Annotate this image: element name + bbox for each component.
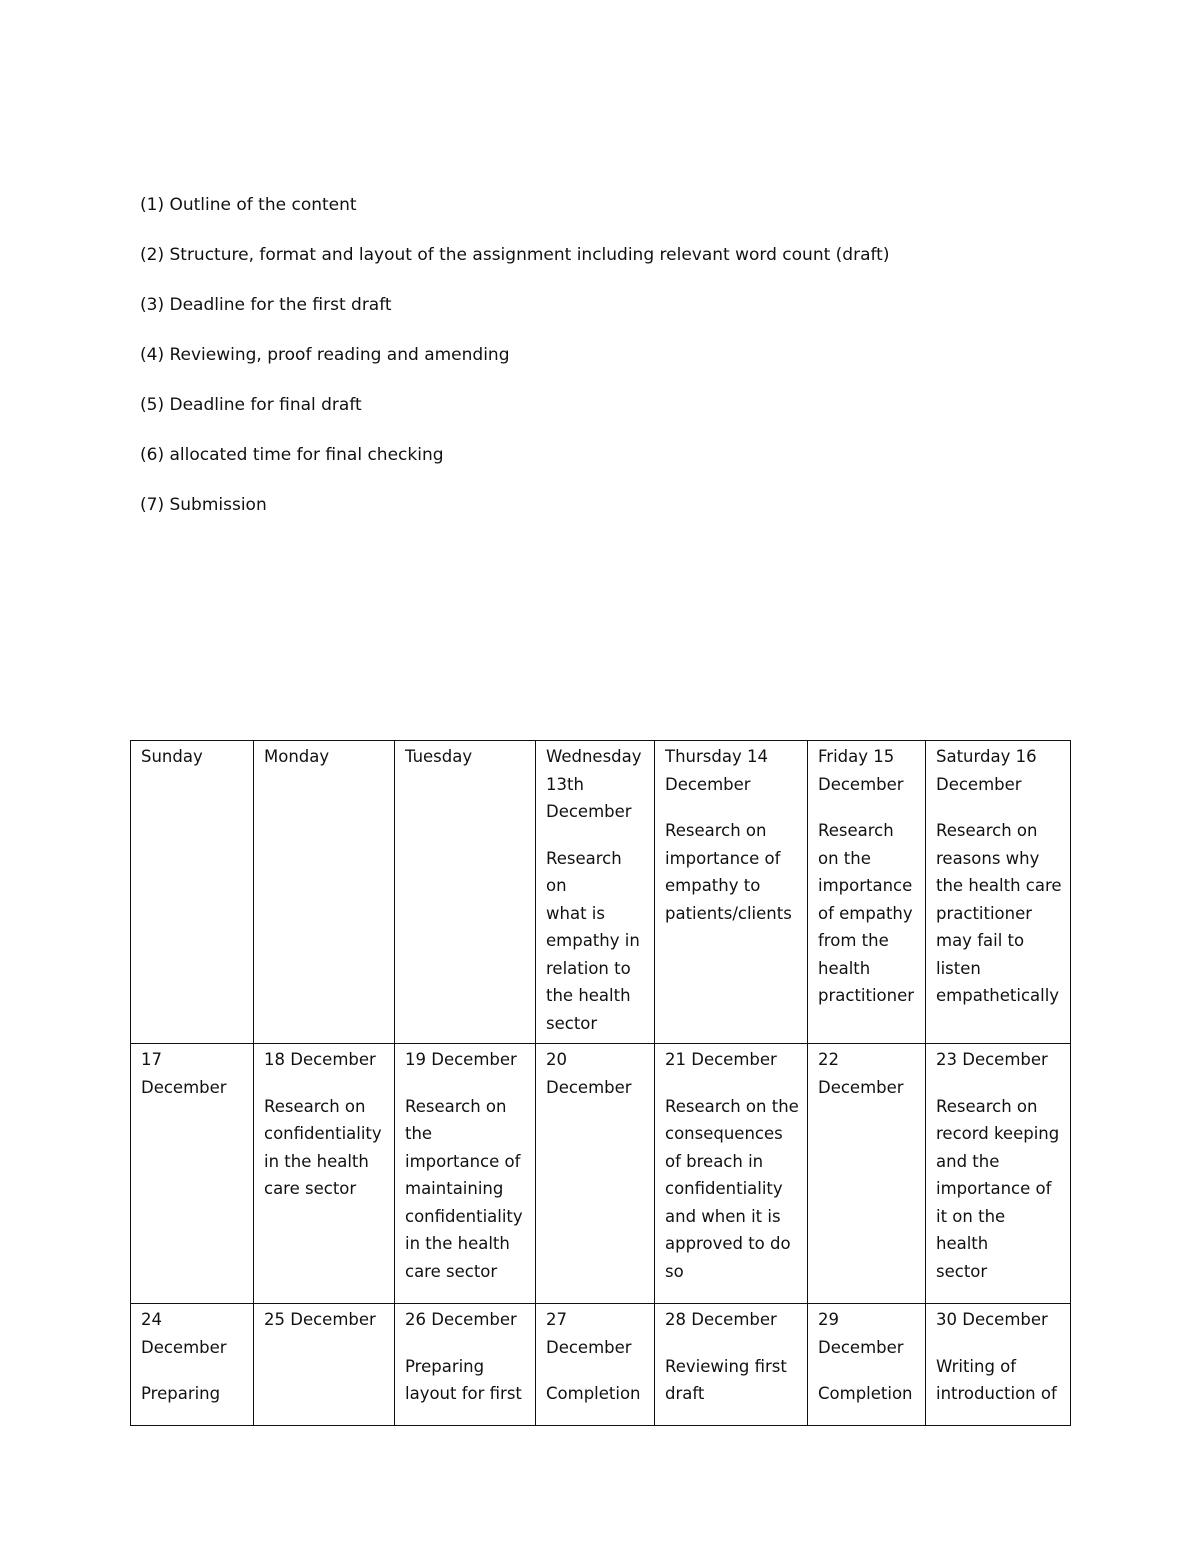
calendar-cell <box>655 1304 808 1426</box>
calendar-cell <box>131 1044 254 1304</box>
cell-date: 20 December <box>546 1050 632 1097</box>
cell-date: 26 December <box>405 1310 517 1329</box>
outline-item: (6) allocated time for final checking <box>140 445 444 465</box>
calendar-week-row <box>131 1044 1071 1304</box>
cell-date: 27 December <box>546 1310 632 1357</box>
calendar-cell <box>926 741 1071 1044</box>
outline-item: (1) Outline of the content <box>140 195 357 215</box>
cell-date: 22 December <box>818 1050 904 1097</box>
calendar-cell <box>536 1044 655 1304</box>
cell-date: 18 December <box>264 1050 376 1069</box>
cell-task: Completion <box>818 1384 913 1403</box>
calendar-cell <box>808 1044 926 1304</box>
calendar-cell <box>926 1304 1071 1426</box>
cell-task: Research on the consequences of breach in confidentiality and when it is approved to do so <box>665 1096 799 1281</box>
outline-item: (7) Submission <box>140 495 267 515</box>
cell-task: Preparing layout for first <box>405 1356 522 1403</box>
calendar-cell <box>254 1304 395 1426</box>
cell-task: Writing of introduction of <box>936 1356 1057 1403</box>
outline-item: (5) Deadline for final draft <box>140 395 362 415</box>
cell-task: Research on reasons why the health care practitioner may fail to listen empathetically <box>936 821 1062 1005</box>
cell-date: 30 December <box>936 1310 1048 1329</box>
cell-date: Sunday <box>141 747 203 766</box>
cell-date: 29 December <box>818 1310 904 1357</box>
cell-task: Research on importance of empathy to patients/clients <box>665 821 792 923</box>
schedule-calendar-table <box>130 740 1071 1426</box>
cell-task: Research on confidentiality in the health care sector <box>264 1096 382 1198</box>
cell-date: Tuesday <box>405 747 473 766</box>
cell-date: Thursday 14 December <box>665 747 768 794</box>
calendar-cell <box>926 1044 1071 1304</box>
cell-date: 19 December <box>405 1050 517 1069</box>
outline-item: (4) Reviewing, proof reading and amending <box>140 345 510 365</box>
cell-date: 25 December <box>264 1310 376 1329</box>
calendar-cell <box>808 741 926 1044</box>
cell-date: 24 December <box>141 1310 227 1357</box>
cell-date: Friday 15 December <box>818 747 904 794</box>
cell-task: Reviewing first draft <box>665 1356 787 1403</box>
outline-item: (3) Deadline for the first draft <box>140 295 392 315</box>
calendar-cell <box>131 1304 254 1426</box>
cell-date: 28 December <box>665 1310 777 1329</box>
cell-task: Completion <box>546 1384 641 1403</box>
cell-task: Research on the importance of maintaining confidentiality in the health care sector <box>405 1096 523 1281</box>
calendar-cell <box>536 741 655 1044</box>
cell-task: Research on what is empathy in relation to the health sector <box>546 848 640 1033</box>
cell-date: 17 December <box>141 1050 227 1097</box>
cell-date: 21 December <box>665 1050 777 1069</box>
calendar-cell <box>395 1304 536 1426</box>
calendar-cell <box>808 1304 926 1426</box>
cell-task: Preparing <box>141 1384 221 1403</box>
calendar-cell <box>655 1044 808 1304</box>
calendar-week-row <box>131 1304 1071 1426</box>
calendar-week-row <box>131 741 1071 1044</box>
outline-item: (2) Structure, format and layout of the assignment including relevant word count (draft) <box>140 245 890 265</box>
cell-task: Research on record keeping and the importance of it on the health sector <box>936 1096 1060 1281</box>
cell-date: Saturday 16 December <box>936 747 1037 794</box>
calendar-cell <box>655 741 808 1044</box>
calendar-cell <box>254 1044 395 1304</box>
calendar-cell <box>395 1044 536 1304</box>
cell-task: Research on the importance of empathy from the health practitioner <box>818 821 915 1005</box>
outline-list <box>140 193 889 543</box>
cell-date: Wednesday 13th December <box>546 747 642 821</box>
cell-date: Monday <box>264 747 330 766</box>
calendar-cell <box>536 1304 655 1426</box>
calendar-cell <box>254 741 395 1044</box>
calendar-cell <box>131 741 254 1044</box>
cell-date: 23 December <box>936 1050 1048 1069</box>
calendar-cell <box>395 741 536 1044</box>
